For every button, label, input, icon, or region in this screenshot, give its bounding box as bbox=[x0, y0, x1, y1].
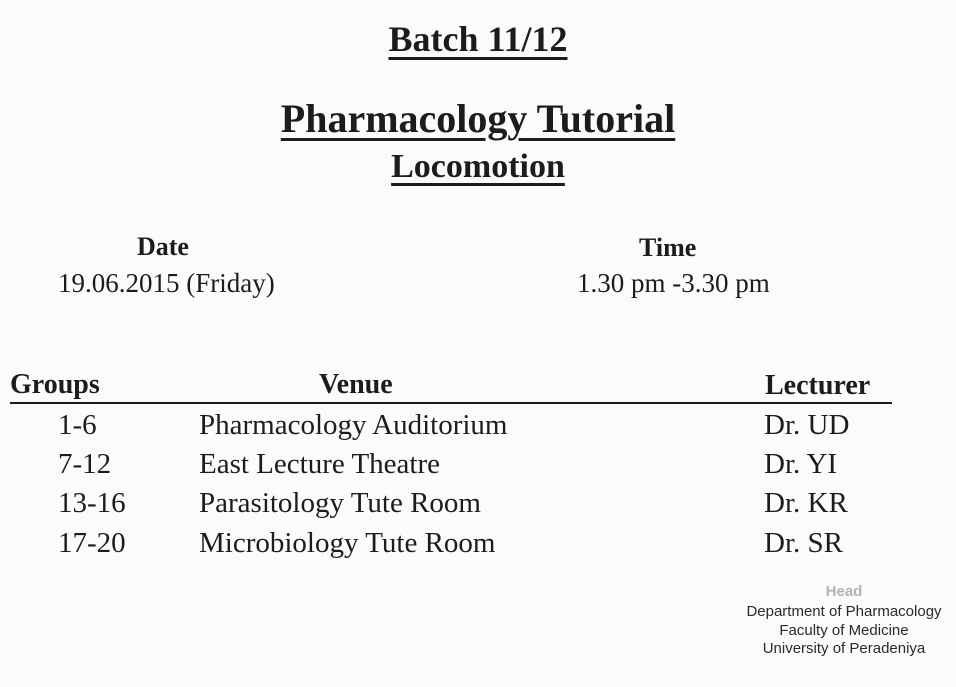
row-lecturer: Dr. UD bbox=[764, 409, 850, 441]
column-header-groups: Groups bbox=[10, 369, 100, 400]
batch-heading: Batch 11/12 bbox=[388, 19, 568, 59]
row-group: 1-6 bbox=[58, 409, 97, 441]
row-group: 7-12 bbox=[58, 448, 112, 480]
column-header-lecturer: Lecturer bbox=[765, 370, 871, 401]
row-group: 13-16 bbox=[58, 487, 126, 519]
row-venue: Microbiology Tute Room bbox=[199, 527, 496, 559]
stamp-university: University of Peradeniya bbox=[762, 640, 926, 657]
stamp-department: Department of Pharmacology bbox=[746, 603, 942, 620]
row-venue: Pharmacology Auditorium bbox=[199, 409, 508, 441]
row-lecturer: Dr. YI bbox=[764, 448, 838, 480]
row-venue: East Lecture Theatre bbox=[199, 448, 440, 480]
column-header-venue: Venue bbox=[319, 369, 393, 400]
date-value: 19.06.2015 (Friday) bbox=[58, 268, 275, 298]
date-label: Date bbox=[137, 232, 189, 261]
time-value: 1.30 pm -3.30 pm bbox=[577, 268, 770, 298]
row-venue: Parasitology Tute Room bbox=[199, 487, 481, 519]
row-lecturer: Dr. KR bbox=[764, 487, 848, 519]
header-rule bbox=[10, 402, 892, 404]
row-group: 17-20 bbox=[58, 527, 126, 559]
time-label: Time bbox=[639, 233, 697, 262]
stamp-faculty: Faculty of Medicine bbox=[779, 622, 909, 639]
stamp-head: Head bbox=[825, 583, 863, 600]
tutorial-topic: Locomotion bbox=[391, 148, 565, 185]
row-lecturer: Dr. SR bbox=[764, 527, 843, 559]
tutorial-title: Pharmacology Tutorial bbox=[280, 96, 676, 141]
